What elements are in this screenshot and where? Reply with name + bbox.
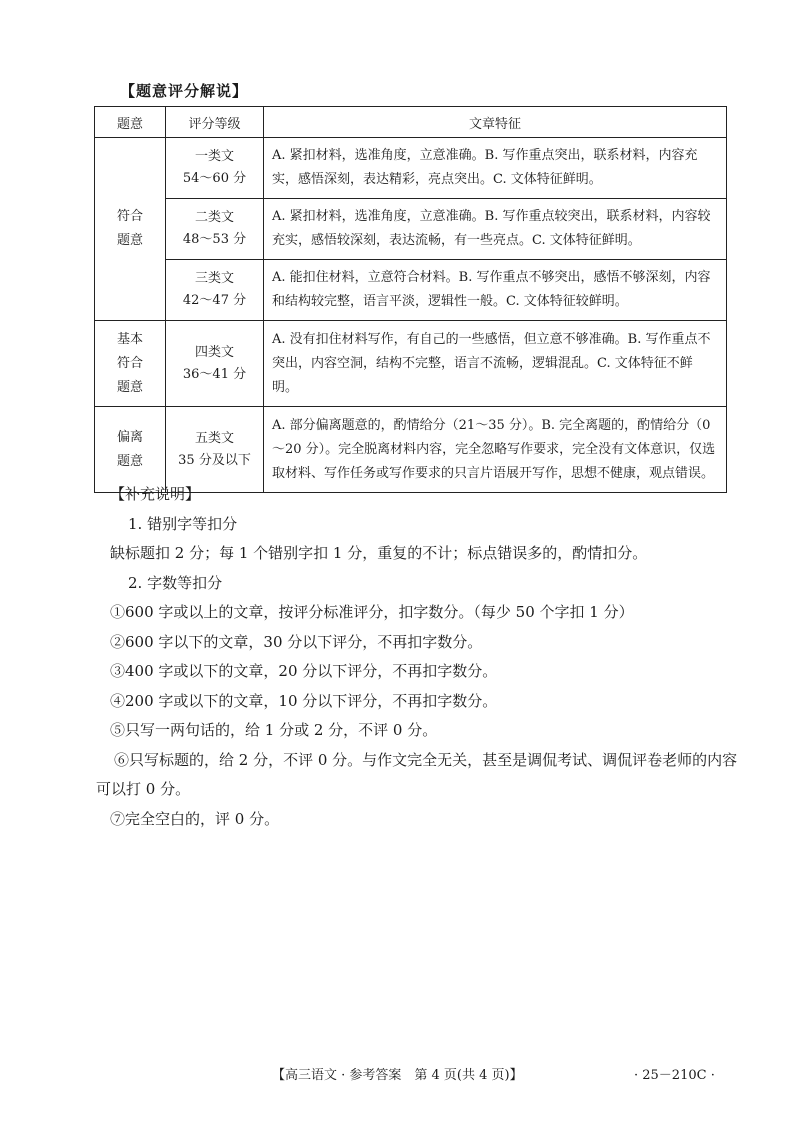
features-cell: A. 没有扣住材料写作，有自己的一些感悟，但立意不够准确。B. 写作重点不突出，内容空洞，结构不完整，语言不流畅，逻辑混乱。C. 文体特征不鲜明。: [264, 321, 727, 407]
table-row: [95, 321, 727, 407]
grade-label: 一类文: [194, 149, 234, 164]
grade-cell: [166, 199, 264, 260]
list-item: ①600 字或以上的文章，按评分标准评分，扣字数分。（每少 50 个字扣 1 分）: [110, 603, 634, 621]
list-item: ⑥只写标题的，给 2 分，不评 0 分。与作文完全无关，甚至是调侃考试、调侃评卷老师的内容可以打 0 分。: [96, 750, 738, 798]
grade-range: 35 分及以下: [178, 452, 251, 468]
header-features: 文章特征: [264, 107, 727, 138]
supplement-paragraph-1: 缺标题扣 2 分；每 1 个错别字扣 1 分，重复的不计；标点错误多的，酌情扣分。: [110, 544, 648, 562]
list-item: ②600 字以下的文章，30 分以下评分，不再扣字数分。: [110, 632, 483, 651]
supplement-heading-2: 2. 字数等扣分: [128, 573, 223, 592]
table-header-row: [95, 107, 727, 138]
grade-range: 42～47 分: [182, 293, 247, 308]
section-title: 【题意评分解说】: [120, 82, 249, 100]
list-item: ⑦完全空白的，评 0 分。: [110, 809, 280, 828]
grade-cell: [166, 321, 264, 407]
theme-text: 符合: [116, 355, 143, 371]
theme-text: 符合: [116, 209, 143, 224]
features-cell: A. 紧扣材料，选准角度，立意准确。B. 写作重点较突出，联系材料，内容较充实，感悟较深刻，表达流畅，有一些亮点。C. 文体特征鲜明。: [264, 199, 727, 260]
theme-cell: [95, 321, 166, 407]
list-item: ⑤只写一两句话的，给 1 分或 2 分，不评 0 分。: [110, 721, 438, 739]
theme-text: 基本: [116, 331, 143, 347]
grade-cell: [166, 138, 264, 199]
supplement-section: [96, 480, 740, 834]
grade-cell: [166, 260, 264, 321]
list-item-wrapper: [96, 746, 740, 805]
table-row: [95, 260, 727, 321]
grade-label: 四类文: [194, 344, 234, 360]
features-cell: A. 紧扣材料，选准角度，立意准确。B. 写作重点突出，联系材料，内容充实，感悟深刻，表达精彩，亮点突出。C. 文体特征鲜明。: [264, 138, 727, 199]
grade-label: 三类文: [194, 271, 234, 286]
supplement-heading-1: 1. 错别字等扣分: [128, 514, 238, 533]
grade-range: 48～53 分: [182, 232, 247, 247]
theme-text: 题意: [116, 379, 143, 395]
theme-text: 题意: [116, 453, 143, 469]
theme-text: 偏离: [116, 429, 143, 445]
grade-range: 36～41 分: [182, 366, 247, 382]
grade-label: 二类文: [194, 210, 234, 225]
table-row: [95, 199, 727, 260]
footer-doc-code: · 25－210C ·: [634, 1068, 715, 1083]
list-item: ③400 字或以下的文章，20 分以下评分，不再扣字数分。: [110, 662, 498, 680]
footer-page-info: 【高三语文 · 参考答案 第 4 页(共 4 页)】: [272, 1068, 523, 1083]
list-item: ④200 字或以下的文章，10 分以下评分，不再扣字数分。: [110, 691, 498, 710]
table-row: [95, 138, 727, 199]
theme-cell: [95, 138, 166, 321]
features-cell: A. 部分偏离题意的，酌情给分（21～35 分）。B. 完全离题的，酌情给分（0～20 分）。完全脱离材料内容，完全忽略写作要求，完全没有文体意识，仅选取材料、写作任务或写作要求的只言片语展开写作，思想不健康，观点错误。: [264, 407, 727, 493]
header-grade: 评分等级: [166, 107, 264, 138]
grading-table: [94, 106, 727, 493]
supplement-title: 【补充说明】: [110, 485, 201, 503]
features-cell: A. 能扣住材料，立意符合材料。B. 写作重点不够突出，感悟不够深刻，内容和结构较完整，语言平淡，逻辑性一般。C. 文体特征较鲜明。: [264, 260, 727, 321]
grade-range: 54～60 分: [182, 171, 247, 186]
grade-label: 五类文: [194, 430, 234, 446]
header-theme: 题意: [95, 107, 166, 138]
theme-text: 题意: [116, 233, 143, 248]
